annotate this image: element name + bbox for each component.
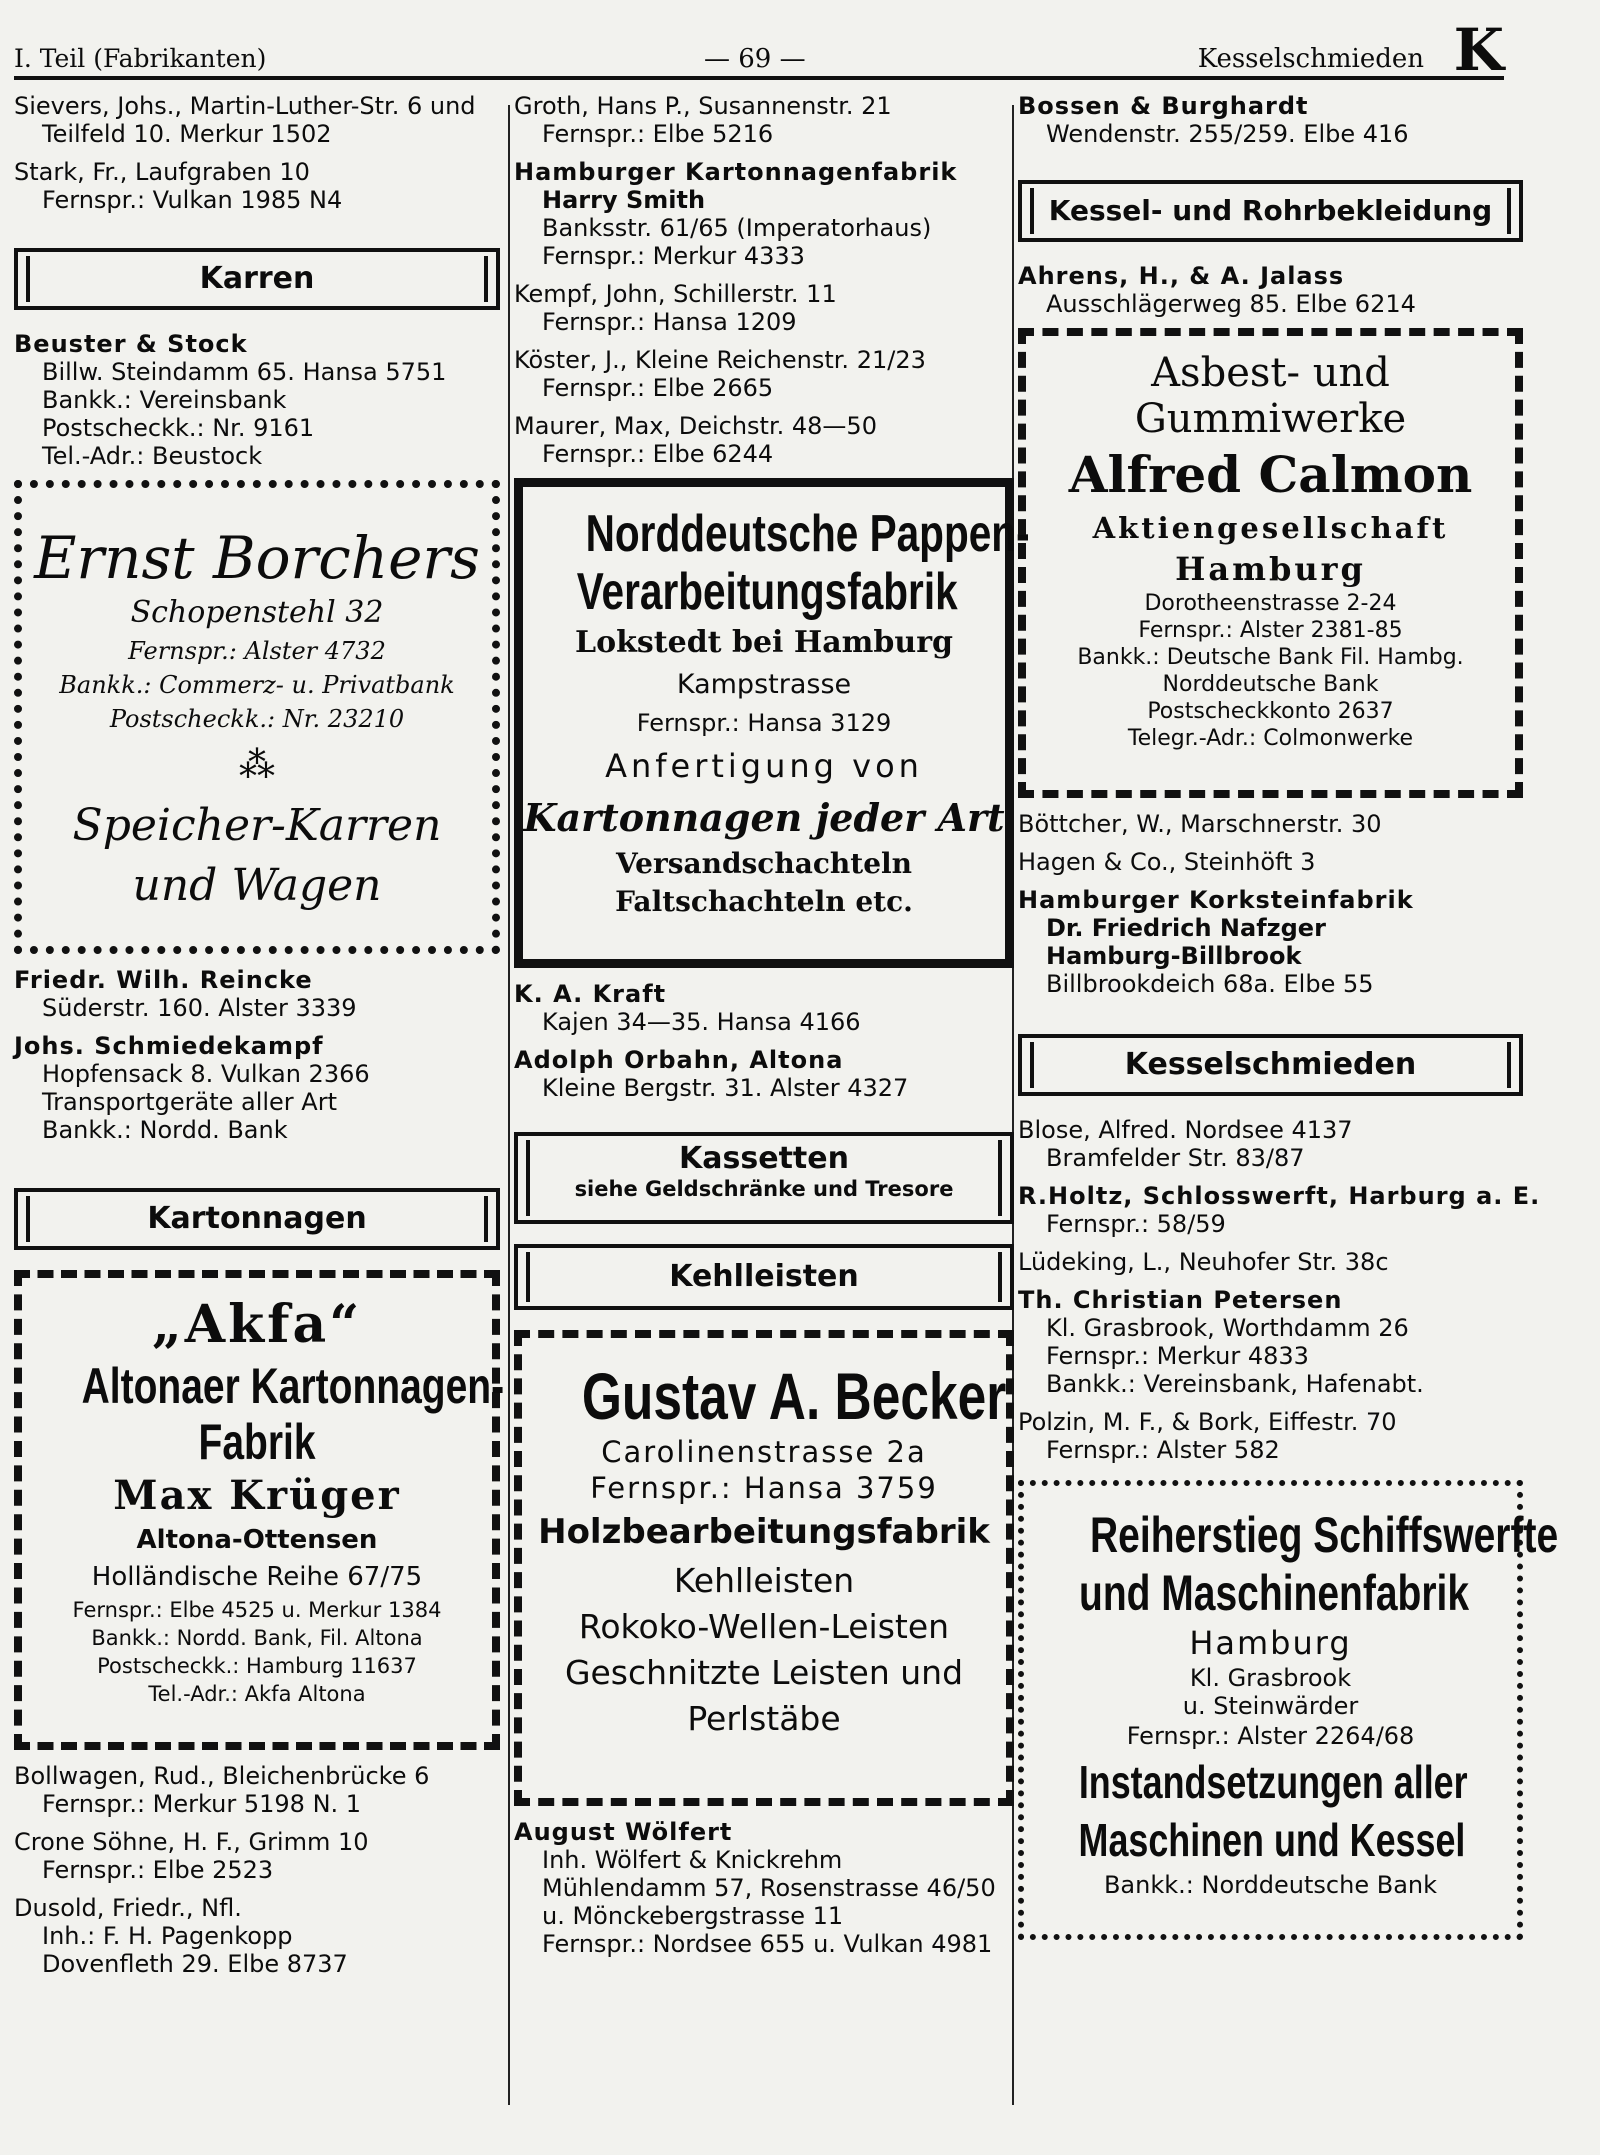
listing-entry: Ahrens, H., & A. Jalass Ausschlägerweg 85. Elbe 6214 [1018, 262, 1416, 318]
ornament-icon: ⁂ [239, 745, 275, 786]
listing-entry: K. A. Kraft Kajen 34—35. Hansa 4166 [514, 980, 861, 1036]
listing-entry: Hamburger Korksteinfabrik Dr. Friedrich Nafzger Hamburg-Billbrook Billbrookdeich 68a. Elbe 55 [1018, 886, 1414, 998]
ad-company-name: Ernst Borchers [34, 524, 480, 592]
listing-entry: August Wölfert Inh. Wölfert & Knickrehm Mühlendamm 57, Rosenstrasse 46/50 u. Mönckebergstrasse 11 Fernspr.: Nordsee 655 u. Vulkan 4981 [514, 1818, 996, 1958]
section-heading-kartonnagen: Kartonnagen [14, 1188, 500, 1250]
column-1 [14, 92, 505, 1988]
column-3 [1018, 92, 1559, 1952]
listing-entry: Groth, Hans P., Susannenstr. 21 Fernspr.: Elbe 5216 [514, 92, 892, 148]
section-heading-kassetten: Kassetten siehe Geldschränke und Tresore [514, 1132, 1014, 1224]
listing-entry: Johs. Schmiedekampf Hopfensack 8. Vulkan 2366 Transportgeräte aller Art Bankk.: Nordd. Bank [14, 1032, 370, 1144]
page-header [14, 16, 1504, 84]
ad-gustav-becker: Gustav A. Becker Carolinenstrasse 2a Fernspr.: Hansa 3759 Holzbearbeitungsfabrik Kehlleisten Rokoko-Wellen-Leisten Geschnitzte Leisten und Perlstäbe [514, 1330, 1014, 1806]
ad-company-name: Alfred Calmon [1068, 445, 1473, 504]
column-divider [508, 105, 510, 2105]
ad-alfred-calmon: Asbest- und Gummiwerke Alfred Calmon Aktiengesellschaft Hamburg Dorotheenstrasse 2-24 Fernspr.: Alster 2381-85 Bankk.: Deutsche Bank Fil. Hambg. Norddeutsche Bank Postscheckkonto 2637 Telegr.-Adr.: Colmonwerke [1018, 328, 1523, 798]
listing-entry: R.Holtz, Schlosswerft, Harburg a. E. Fernspr.: 58/59 [1018, 1182, 1541, 1238]
listing-entry: Friedr. Wilh. Reincke Süderstr. 160. Alster 3339 [14, 966, 357, 1022]
listing-entry: Stark, Fr., Laufgraben 10 Fernspr.: Vulkan 1985 N4 [14, 158, 343, 214]
section-heading-kessel-rohrbekleidung: Kessel- und Rohrbekleidung [1018, 180, 1523, 242]
ad-reiherstieg: Reiherstieg Schiffswerfte und Maschinenfabrik Hamburg Kl. Grasbrook u. Steinwärder Fernspr.: Alster 2264/68 Instandsetzungen aller Maschinen und Kessel Bankk.: Norddeutsche Bank [1018, 1480, 1523, 1940]
listing-entry: Kempf, John, Schillerstr. 11 Fernspr.: Hansa 1209 [514, 280, 837, 336]
listing-entry: Dusold, Friedr., Nfl. Inh.: F. H. Pagenkopp Dovenfleth 29. Elbe 8737 [14, 1894, 348, 1978]
listing-entry: Sievers, Johs., Martin-Luther-Str. 6 und Teilfeld 10. Merkur 1502 [14, 92, 476, 148]
running-title: Kesselschmieden [1197, 44, 1424, 74]
listing-entry: Adolph Orbahn, Altona Kleine Bergstr. 31. Alster 4327 [514, 1046, 909, 1102]
index-letter: K [1453, 16, 1504, 84]
listing-entry: Bollwagen, Rud., Bleichenbrücke 6 Fernspr.: Merkur 5198 N. 1 [14, 1762, 430, 1818]
section-heading-kesselschmieden: Kesselschmieden [1018, 1034, 1523, 1096]
listing-entry: Bossen & Burghardt Wendenstr. 255/259. Elbe 416 [1018, 92, 1409, 148]
listing-entry: Crone Söhne, H. F., Grimm 10 Fernspr.: Elbe 2523 [14, 1828, 369, 1884]
section-heading-kehlleisten: Kehlleisten [514, 1244, 1014, 1310]
listing-entry: Polzin, M. F., & Bork, Eiffestr. 70 Fernspr.: Alster 582 [1018, 1408, 1397, 1464]
column-2 [514, 92, 1030, 1968]
section-label: I. Teil (Fabrikanten) [14, 44, 267, 73]
ad-akfa: „Akfa“ Altonaer Kartonnagen- Fabrik Max Krüger Altona-Ottensen Holländische Reihe 67/75 Fernspr.: Elbe 4525 u. Merkur 1384 Bankk.: Nordd. Bank, Fil. Altona Postscheckk.: Hamburg 11637 Tel.-Adr.: Akfa Altona [14, 1270, 500, 1750]
ad-norddeutsche-pappen: Norddeutsche Pappen- Verarbeitungsfabrik Lokstedt bei Hamburg Kampstrasse Fernspr.: Hansa 3129 Anfertigung von Kartonnagen jeder Art Versandschachteln Faltschachteln etc. [514, 478, 1014, 968]
section-heading-karren: Karren [14, 248, 500, 310]
listing-entry: Beuster & Stock Billw. Steindamm 65. Hansa 5751 Bankk.: Vereinsbank Postscheckk.: Nr. 9161 Tel.-Adr.: Beustock [14, 330, 447, 470]
listing-entry: Maurer, Max, Deichstr. 48—50 Fernspr.: Elbe 6244 [514, 412, 877, 468]
listing-entry: Th. Christian Petersen Kl. Grasbrook, Worthdamm 26 Fernspr.: Merkur 4833 Bankk.: Vereinsbank, Hafenabt. [1018, 1286, 1424, 1398]
listing-entry: Hagen & Co., Steinhöft 3 [1018, 848, 1316, 876]
listing-entry: Hamburger Kartonnagenfabrik Harry Smith Banksstr. 61/65 (Imperatorhaus) Fernspr.: Merkur 4333 [514, 158, 958, 270]
listing-entry: Lüdeking, L., Neuhofer Str. 38c [1018, 1248, 1389, 1276]
listing-entry: Blose, Alfred. Nordsee 4137 Bramfelder Str. 83/87 [1018, 1116, 1353, 1172]
page-number: — 69 — [704, 44, 806, 74]
ad-ernst-borchers: Ernst Borchers Schopenstehl 32 Fernspr.: Alster 4732 Bankk.: Commerz- u. Privatbank Postscheckk.: Nr. 23210 ⁂ Speicher-Karren und Wagen [14, 480, 500, 954]
listing-entry: Böttcher, W., Marschnerstr. 30 [1018, 810, 1382, 838]
listing-entry: Köster, J., Kleine Reichenstr. 21/23 Fernspr.: Elbe 2665 [514, 346, 926, 402]
